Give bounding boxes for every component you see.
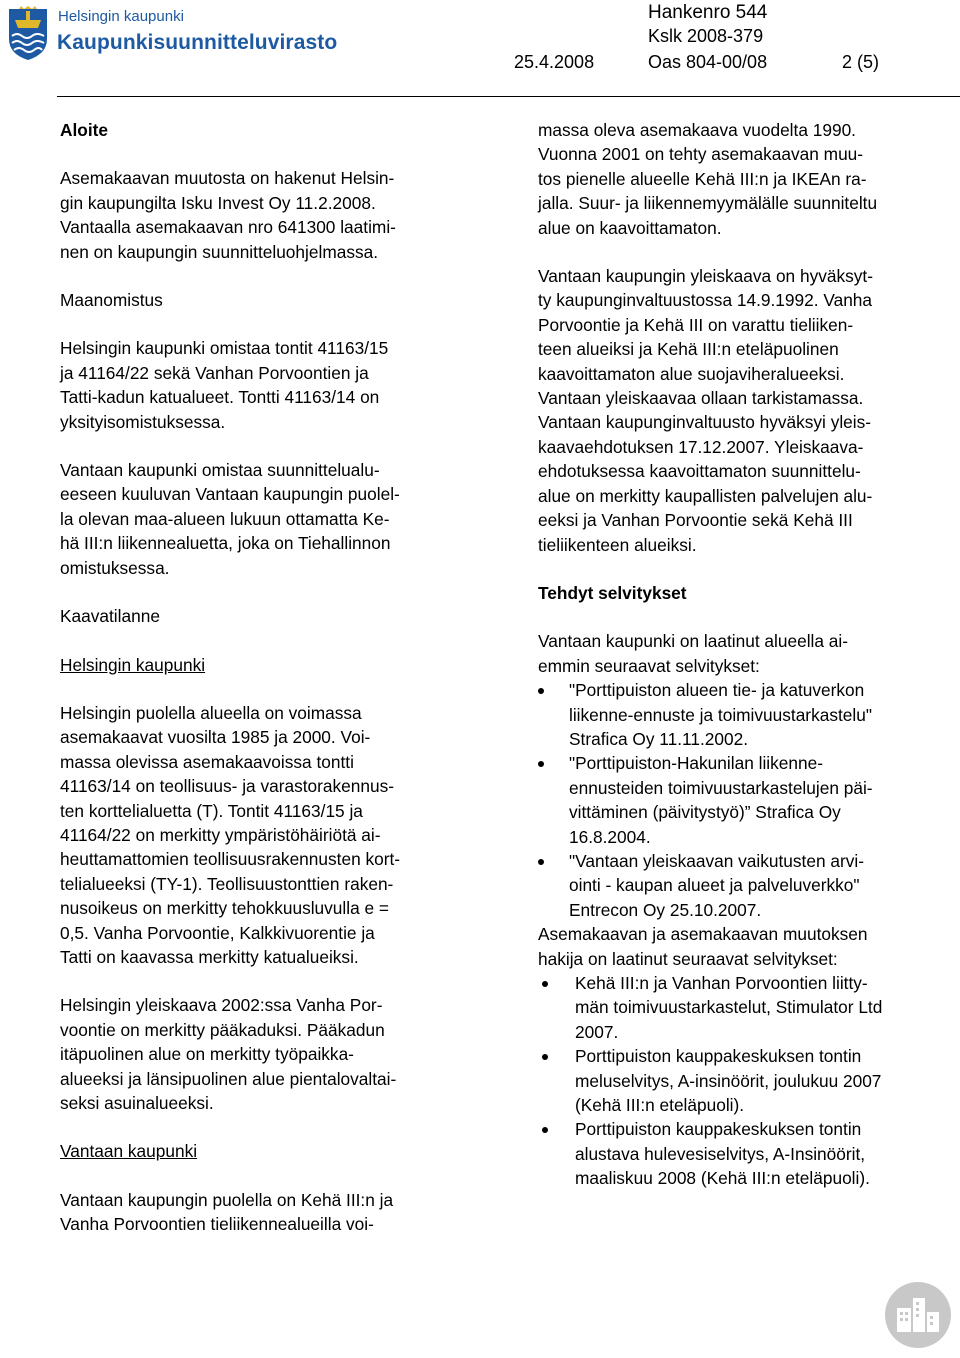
vantaa-studies-list [538, 678, 958, 922]
list-item: Kehä III:n ja Vanhan Porvoontien liitty- män toimivuustarkastelut, Stimulator Ltd 2007. [538, 971, 958, 1044]
maanomistus-heading: Maanomistus [60, 290, 163, 311]
header-divider [57, 96, 960, 97]
page-number: 2 (5) [842, 52, 880, 72]
list-item: "Vantaan yleiskaavan vaikutusten arvi- ointi - kaupan alueet ja palveluverkko" Entrecon Oy 25.10.2007. [538, 849, 958, 922]
kslk-number: Kslk 2008-379 [648, 26, 764, 46]
list-item: "Porttipuiston alueen tie- ja katuverkon liikenne-ennuste ja toimivuustarkastelu" Strafica Oy 11.11.2002. [538, 678, 958, 751]
maanomistus-paragraph-2: Vantaan kaupunki omistaa suunnittelualu- eeseen kuuluvan Vantaan kaupungin puolel- la olevan maa-alueen lukuun ottamatta Ke- hä III:n liikennealuetta, joka on Tiehallinnon omistuksessa. [60, 460, 400, 578]
organization-name: Helsingin kaupunki [58, 8, 184, 25]
helsinki-paragraph-2: Helsingin yleiskaava 2002:ssa Vanha Por- voontie on merkitty pääkaduksi. Pääkadun itäpuolinen alue on merkitty työpaikka- alueeksi ja länsipuolinen alue pientalovaltai- seksi asuinalueeksi. [60, 995, 397, 1113]
vantaa-paragraph-1: Vantaan kaupungin puolella on Kehä III:n ja Vanha Porvoontien tieliikennealueilla voi- [60, 1189, 394, 1235]
kaavatilanne-heading: Kaavatilanne [60, 606, 160, 627]
vantaa-yleiskaava-paragraph: Vantaan kaupungin yleiskaava on hyväksyt- ty kaupunginvaltuustossa 14.9.1992. Vanha Porvoontie ja Kehä III on varattu tieliiken- teen alueiksi ja Kehä III:n eteläpuolinen kaavoittamaton alue suojaviheralueeksi. Vantaan yleiskaavaa ollaan tarkistamassa. Vantaan kaupunginvaltuusto hyväksyi yleis- kaavaehdotuksen 17.12.2007. Yleiskaava- ehdotuksessa kaavoittamaton suunnittelu- alue on merkitty kaupallisten palvelujen alu- eeksi ja Vanhan Porvoontie sekä Kehä III tieliikenteen alueiksi. [538, 266, 873, 555]
left-column [60, 118, 485, 1237]
department-name: Kaupunkisuunnitteluvirasto [57, 31, 338, 54]
list-item: Porttipuiston kauppakeskuksen tontin alustava hulevesiselvitys, A-Insinöörit, maaliskuu 2008 (Kehä III:n eteläpuoli). [538, 1117, 958, 1190]
bullet-icon [538, 859, 544, 865]
right-column [538, 118, 958, 1191]
bullet-icon [542, 981, 548, 987]
oas-number: Oas 804-00/08 [648, 52, 768, 72]
bullet-icon [542, 1054, 548, 1060]
aloite-text: Asemakaavan muutosta on hakenut Helsin- gin kaupungilta Isku Invest Oy 11.2.2008. Vantaalla asemakaavan nro 641300 laatimi- nen on kaupungin suunnitteluohjelmassa. [60, 168, 396, 262]
selvitykset-intro: Vantaan kaupunki on laatinut alueella ai- emmin seuraavat selvitykset: [538, 631, 849, 676]
bullet-icon [542, 1127, 548, 1133]
helsinki-paragraph-1: Helsingin puolella alueella on voimassa asemakaavat vuosilta 1985 ja 2000. Voi- massa olevissa asemakaavoissa tontti 41163/14 on teollisuus- ja varastorakennus- ten korttelialuetta (T). Tontit 41163/15 ja 41164/22 on merkitty ympäristöhäiriötä ai- heuttamattomien teollisuusrakennusten kort- telialueeksi (TY-1). Teollisuustonttien raken- nusoikeus on merkitty tehokkuusluvulla e = 0,5. Vanha Porvoontie, Kalkkivuorentie ja Tatti on kaavassa merkitty katualueiksi. [60, 702, 401, 967]
aloite-heading: Aloite [60, 120, 109, 140]
maanomistus-paragraph-1: Helsingin kaupunki omistaa tontit 41163/15 ja 41164/22 sekä Vanhan Porvoontien ja Tatti-kadun katualueet. Tontti 41163/14 on yksityisomistuksessa. [60, 338, 389, 432]
helsinki-subheading: Helsingin kaupunki [60, 654, 206, 675]
tehdyt-selvitykset-heading: Tehdyt selvitykset [538, 582, 687, 603]
building-watermark-icon [883, 1280, 953, 1350]
document-date: 25.4.2008 [514, 52, 595, 72]
helsinki-crest-icon [7, 6, 49, 62]
hakija-selvitykset-intro: Asemakaavan ja asemakaavan muutoksen hakija on laatinut seuraavat selvitykset: [538, 924, 868, 969]
vantaa-paragraph-continued: massa oleva asemakaava vuodelta 1990. Vuonna 2001 on tehty asemakaavan muu- tos pienelle alueelle Kehä III:n ja IKEAn ra- jalla. Suur- ja liikennemyymälälle suunniteltu alue on kaavoittamaton. [538, 120, 878, 238]
hankenro: Hankenro 544 [648, 2, 768, 23]
bullet-icon [538, 688, 544, 694]
vantaa-subheading: Vantaan kaupunki [60, 1141, 198, 1162]
page-header [0, 0, 960, 100]
applicant-studies-list [538, 971, 958, 1191]
bullet-icon [538, 761, 544, 767]
list-item: "Porttipuiston-Hakunilan liikenne- ennusteiden toimivuustarkastelujen päi- vittäminen (päivitystyö)” Strafica Oy 16.8.2004. [538, 751, 958, 849]
list-item: Porttipuiston kauppakeskuksen tontin meluselvitys, A-insinöörit, joulukuu 2007 (Kehä III:n eteläpuoli). [538, 1044, 958, 1117]
